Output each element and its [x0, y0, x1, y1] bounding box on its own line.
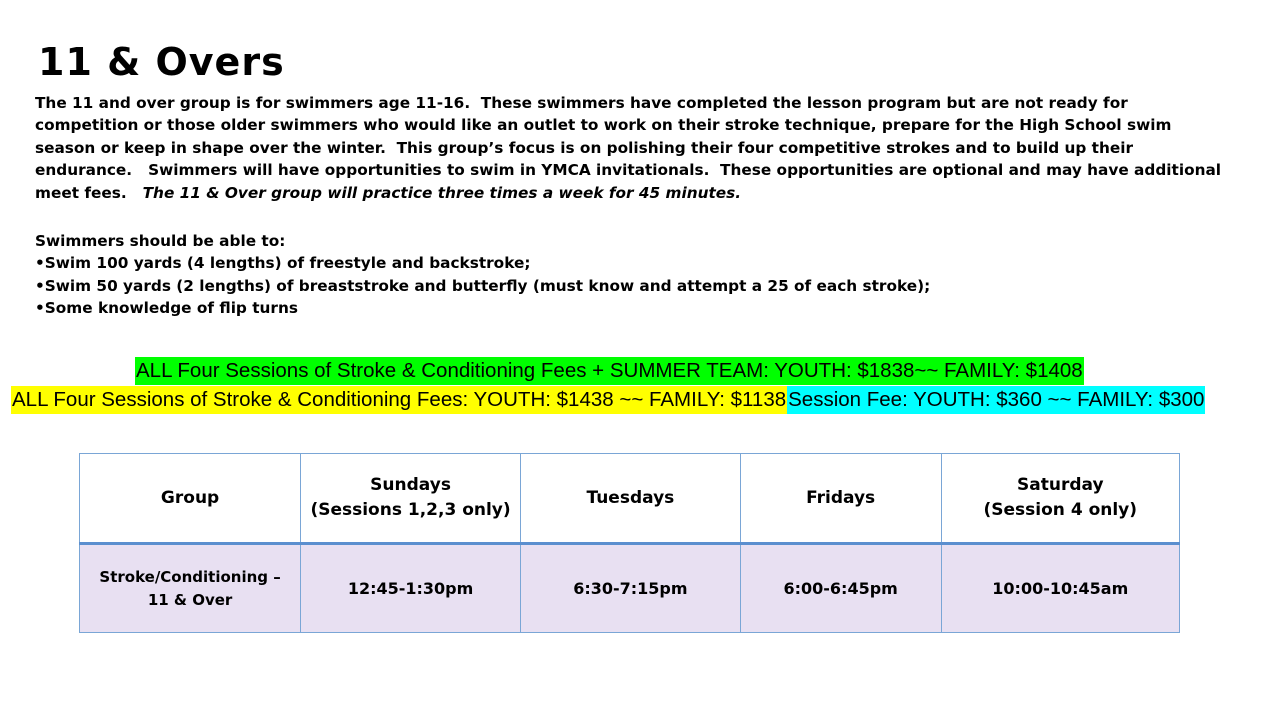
header-sundays: Sundays (Sessions 1,2,3 only) — [301, 454, 521, 544]
fee-summer-team: ALL Four Sessions of Stroke & Conditioning Fees + SUMMER TEAM: YOUTH: $1838~~ FAMILY: $1408 — [135, 357, 1084, 385]
cell-group: Stroke/Conditioning – 11 & Over — [80, 544, 301, 633]
schedule-header-row — [80, 454, 1180, 544]
fee-line-2 — [11, 386, 1205, 414]
header-group: Group — [80, 454, 301, 544]
cell-tuesday-time: 6:30-7:15pm — [520, 544, 740, 633]
fee-all-sessions: ALL Four Sessions of Stroke & Conditioning Fees: YOUTH: $1438 ~~ FAMILY: $1138 — [11, 386, 787, 414]
page-title: 11 & Overs — [38, 40, 285, 84]
cell-saturday-time: 10:00-10:45am — [941, 544, 1179, 633]
header-saturday: Saturday (Session 4 only) — [941, 454, 1179, 544]
cell-sunday-time: 12:45-1:30pm — [301, 544, 521, 633]
requirement-item: •Swim 50 yards (2 lengths) of breaststroke and butterfly (must know and attempt a 25 of each stroke); — [35, 276, 931, 295]
header-tuesdays: Tuesdays — [520, 454, 740, 544]
header-fridays: Fridays — [740, 454, 941, 544]
requirements-list — [35, 230, 1235, 320]
practice-schedule-note: The 11 & Over group will practice three times a week for 45 minutes. — [142, 183, 742, 202]
requirements-heading: Swimmers should be able to: — [35, 232, 286, 250]
requirement-item: •Swim 100 yards (4 lengths) of freestyle and backstroke; — [35, 254, 531, 273]
fee-session: Session Fee: YOUTH: $360 ~~ FAMILY: $300 — [787, 386, 1205, 414]
requirement-item: •Some knowledge of flip turns — [35, 299, 298, 318]
intro-paragraph — [35, 92, 1235, 204]
cell-friday-time: 6:00-6:45pm — [740, 544, 941, 633]
schedule-table — [79, 453, 1180, 633]
intro-text: The 11 and over group is for swimmers age 11-16. These swimmers have completed the lesson program but are not ready for competition or those older swimmers who would like an outlet to work on their stroke technique, prepare for the High School swim season or keep in shape over the winter. This group’s focus is on polishing their four competitive strokes and to build up their endurance. Swimmers will have opportunities to swim in YMCA invitationals. These opportunities are optional and may have additional meet fees. — [35, 94, 1222, 202]
table-row — [80, 544, 1180, 633]
